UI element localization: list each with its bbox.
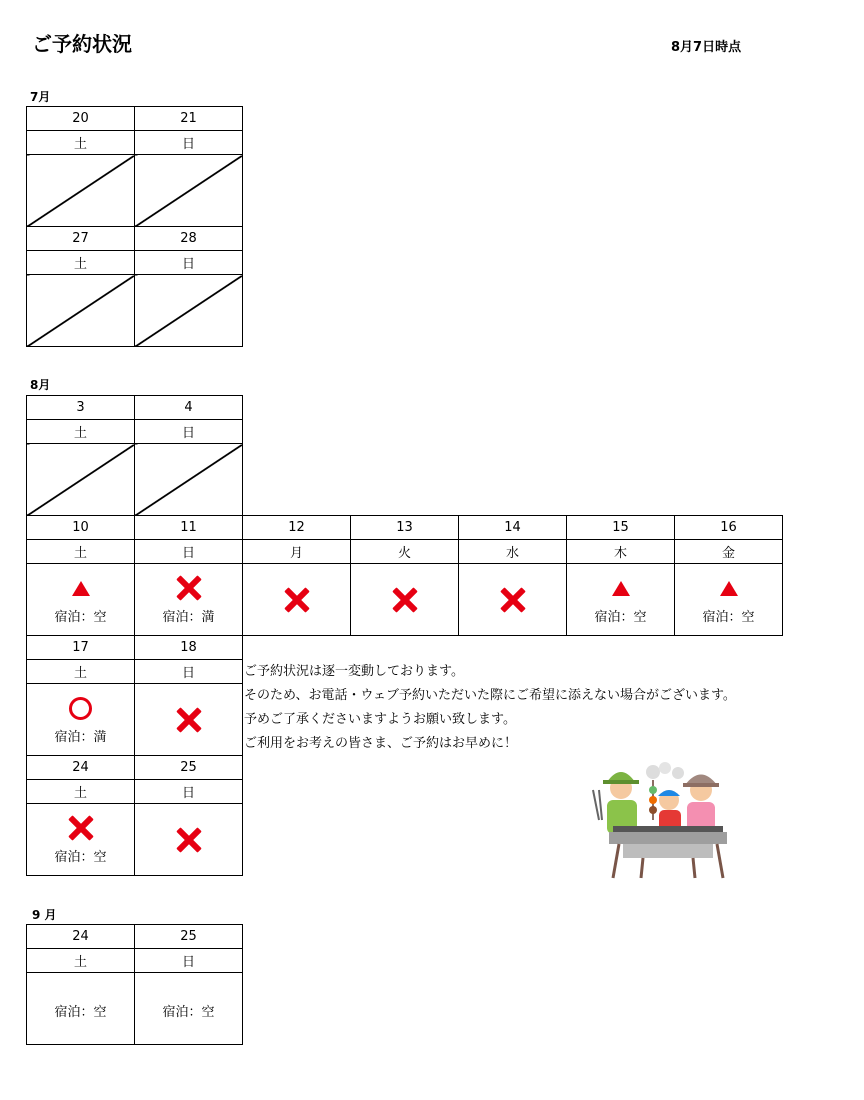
availability-mark	[612, 574, 630, 602]
weekday-cell: 土	[27, 949, 135, 973]
date-cell: 18	[135, 636, 243, 660]
availability-cell	[459, 564, 567, 636]
availability-cell	[135, 564, 243, 636]
date-cell: 11	[135, 516, 243, 540]
availability-cell-content	[351, 564, 458, 635]
date-cell: 27	[27, 227, 135, 251]
circle-mark-icon	[69, 697, 92, 720]
weekday-cell: 日	[135, 540, 243, 564]
availability-cell	[351, 564, 459, 636]
date-cell: 13	[351, 516, 459, 540]
weekday-cell: 土	[27, 420, 135, 444]
reservation-notes	[244, 660, 736, 756]
date-cell: 20	[27, 107, 135, 131]
availability-mark	[500, 586, 526, 614]
unavailable-cell	[27, 155, 135, 227]
triangle-mark-icon	[612, 581, 630, 596]
weekday-cell: 日	[135, 949, 243, 973]
date-cell: 21	[135, 107, 243, 131]
availability-cell-content	[567, 564, 674, 635]
availability-cell-content	[135, 684, 242, 755]
availability-cell	[135, 804, 243, 876]
availability-cell-content	[135, 973, 242, 1044]
availability-cell-content	[27, 684, 134, 755]
weekday-cell: 木	[567, 540, 675, 564]
triangle-mark-icon	[720, 581, 738, 596]
weekday-cell: 日	[135, 131, 243, 155]
month-label-august: 8月	[30, 378, 51, 392]
availability-cell	[243, 564, 351, 636]
weekday-cell: 日	[135, 251, 243, 275]
lodging-status: 宿泊：満	[54, 730, 107, 745]
availability-mark	[68, 814, 94, 842]
weekday-cell: 日	[135, 780, 243, 804]
availability-mark	[392, 586, 418, 614]
lodging-status: 宿泊：空	[54, 850, 107, 865]
availability-cell	[27, 564, 135, 636]
weekday-cell: 土	[27, 660, 135, 684]
note-line: ご利用をお考えの皆さま、ご予約はお早めに！	[244, 736, 518, 751]
date-cell: 25	[135, 756, 243, 780]
availability-mark	[69, 694, 92, 722]
availability-mark	[176, 706, 202, 734]
date-cell: 24	[27, 756, 135, 780]
date-cell: 4	[135, 396, 243, 420]
weekday-cell: 日	[135, 660, 243, 684]
weekday-cell: 土	[27, 131, 135, 155]
cross-mark-icon	[500, 587, 526, 613]
availability-mark	[284, 586, 310, 614]
weekday-cell: 火	[351, 540, 459, 564]
cross-mark-icon	[284, 587, 310, 613]
date-cell: 3	[27, 396, 135, 420]
availability-cell	[135, 973, 243, 1045]
weekday-cell: 日	[135, 420, 243, 444]
availability-cell-content	[135, 564, 242, 635]
weekday-cell: 金	[675, 540, 783, 564]
lodging-status: 宿泊：空	[702, 610, 755, 625]
availability-cell	[135, 684, 243, 756]
date-cell: 10	[27, 516, 135, 540]
date-cell: 16	[675, 516, 783, 540]
unavailable-cell	[135, 444, 243, 516]
september-calendar	[26, 924, 243, 1045]
availability-mark	[72, 574, 90, 602]
unavailable-cell	[135, 155, 243, 227]
note-line: 予めご了承くださいますようお願い致します。	[244, 712, 516, 727]
weekday-cell: 土	[27, 540, 135, 564]
availability-cell	[27, 684, 135, 756]
page-title: ご予約状況	[32, 32, 132, 56]
lodging-status: 宿泊：空	[594, 610, 647, 625]
lodging-status: 宿泊：空	[54, 1005, 107, 1020]
date-cell: 28	[135, 227, 243, 251]
bbq-family-illustration	[583, 760, 731, 880]
lodging-status: 宿泊：満	[162, 610, 215, 625]
weekday-cell: 月	[243, 540, 351, 564]
availability-cell-content	[243, 564, 350, 635]
date-cell: 15	[567, 516, 675, 540]
month-label-september: 9 月	[32, 908, 57, 922]
triangle-mark-icon	[72, 581, 90, 596]
availability-cell	[567, 564, 675, 636]
cross-mark-icon	[176, 707, 202, 733]
availability-cell	[27, 804, 135, 876]
note-line: そのため、お電話・ウェブ予約いただいた際にご希望に添えない場合がございます。	[244, 688, 736, 703]
unavailable-cell	[135, 275, 243, 347]
unavailable-cell	[27, 444, 135, 516]
availability-cell-content	[135, 804, 242, 875]
availability-mark	[176, 574, 202, 602]
weekday-cell: 水	[459, 540, 567, 564]
july-calendar	[26, 106, 243, 347]
lodging-status: 宿泊：空	[162, 1005, 215, 1020]
as-of-date: 8月7日時点	[671, 40, 742, 55]
availability-cell	[27, 973, 135, 1045]
lodging-status: 宿泊：空	[54, 610, 107, 625]
availability-cell-content	[675, 564, 782, 635]
availability-mark	[720, 574, 738, 602]
cross-mark-icon	[68, 815, 94, 841]
date-cell: 14	[459, 516, 567, 540]
note-line: ご予約状況は逐一変動しております。	[244, 664, 464, 679]
cross-mark-icon	[176, 827, 202, 853]
availability-mark	[176, 826, 202, 854]
date-cell: 24	[27, 925, 135, 949]
availability-cell	[675, 564, 783, 636]
availability-cell-content	[459, 564, 566, 635]
availability-cell-content	[27, 564, 134, 635]
date-cell: 17	[27, 636, 135, 660]
cross-mark-icon	[176, 575, 202, 601]
month-label-july: 7月	[30, 90, 51, 104]
date-cell: 12	[243, 516, 351, 540]
unavailable-cell	[27, 275, 135, 347]
availability-cell-content	[27, 973, 134, 1044]
cross-mark-icon	[392, 587, 418, 613]
weekday-cell: 土	[27, 251, 135, 275]
date-cell: 25	[135, 925, 243, 949]
weekday-cell: 土	[27, 780, 135, 804]
availability-cell-content	[27, 804, 134, 875]
